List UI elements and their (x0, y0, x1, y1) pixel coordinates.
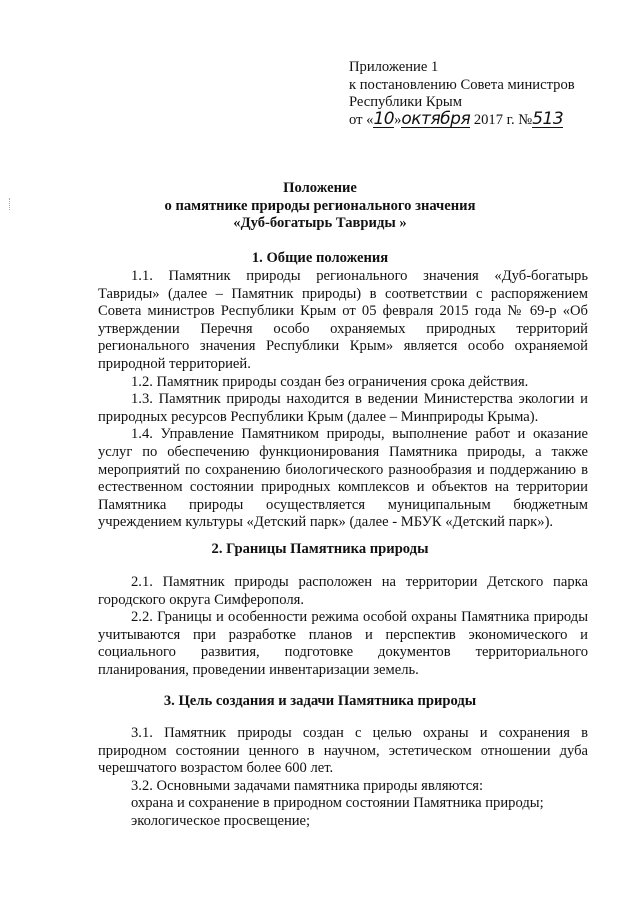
appendix-line-2: к постановлению Совета министров (349, 76, 575, 93)
date-day-handwritten: 10 (373, 108, 395, 129)
paragraph-3-2: 3.2. Основными задачами памятника природы являются: (131, 777, 484, 794)
section-3-body (98, 725, 588, 831)
section-2-heading: 2. Границы Памятника природы (211, 541, 429, 557)
title-line-1: Положение (283, 180, 357, 196)
section-2-body (98, 574, 588, 680)
appendix-line-1: Приложение 1 (349, 59, 439, 75)
paragraph-1-1: 1.1. Памятник природы регионального значения «Дуб-богатырь Тавриды» (далее – Памятник природы) в соответствии с распоряжением Совета министров Республики Крым от 05 февраля 2015 года № 69-р «Об утверждении Перечня особо охраняемых природных территорий регионального значения Республики Крым» является особо охраняемой природной территорией. (98, 268, 588, 372)
paragraph-3-1: 3.1. Памятник природы создан с целью охраны и сохранения в природном состоянии ценного в научном, эстетическом отношении дуба черешчатого возрастом более 600 лет. (98, 725, 588, 777)
title-line-2: о памятнике природы регионального значения (164, 197, 476, 214)
paragraph-1-3: 1.3. Памятник природы находится в ведении Министерства экологии и природных ресурсов Республики Крым (далее – Минприроды Крыма). (98, 391, 588, 425)
section-3-heading: 3. Цель создания и задачи Памятника природы (163, 693, 477, 709)
date-suffix: 2017 г. № (470, 111, 533, 128)
appendix-header (349, 59, 619, 129)
appendix-date-line (349, 108, 619, 130)
paragraph-1-4: 1.4. Управление Памятником природы, выполнение работ и оказание услуг по обеспечению функционирования Памятника природы, а также мероприятий по сохранению биологического разнообразия и поддержанию в естественном состоянии природных комплексов и объектов на территории Памятника природы осуществляется муниципальным бюджетным учреждением культуры «Детский парк» (далее - МБУК «Детский парк»). (98, 426, 588, 531)
document-title (0, 180, 640, 233)
resolution-number-handwritten: 513 (532, 108, 564, 129)
title-line-3: «Дуб-богатырь Тавриды » (233, 215, 407, 232)
date-month-handwritten: октября (401, 108, 471, 129)
list-item: охрана и сохранение в природном состоянии Памятника природы; (131, 795, 544, 812)
paragraph-2-2: 2.2. Границы и особенности режима особой охраны Памятника природы учитываются при разработке планов и перспектив экономического и социального развития, подготовке документов территориального планирования, проведении инвентаризации земель. (98, 609, 588, 678)
list-item: экологическое просвещение; (131, 812, 311, 829)
date-mid: » (394, 111, 402, 128)
paragraph-1-2: 1.2. Памятник природы создан без ограничения срока действия. (131, 373, 529, 390)
section-1-heading: 1. Общие положения (251, 250, 389, 266)
appendix-line-3: Республики Крым (349, 94, 462, 111)
section-1-body (98, 268, 588, 532)
paragraph-2-1: 2.1. Памятник природы расположен на территории Детского парка городского округа Симферополя. (98, 574, 588, 608)
date-prefix: от « (349, 111, 374, 128)
